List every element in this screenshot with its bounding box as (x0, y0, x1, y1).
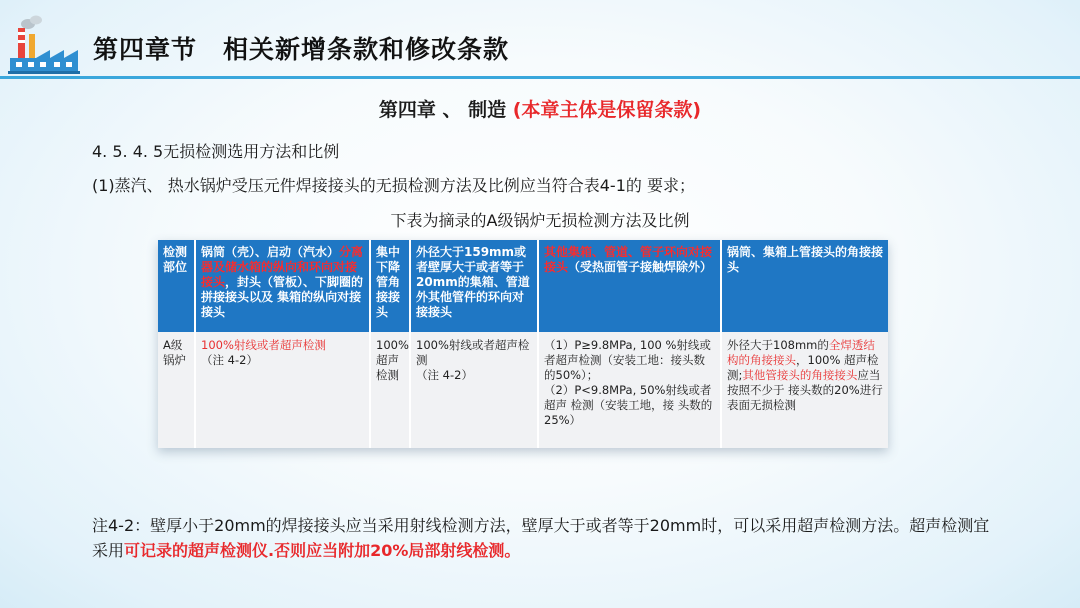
table-row (158, 332, 888, 448)
page-title: 第四章节 相关新增条款和修改条款 (93, 35, 510, 64)
header-other-pipes (538, 240, 721, 332)
cell-nozzle-red1: 全焊透结构的角接接头 (727, 338, 875, 367)
cell-other-pipes (538, 332, 721, 448)
header-large-pipe: 外径大于159mm或者壁厚大于或者等于20mm的集箱、管道外其他管件的环向对接接头 (410, 240, 538, 332)
footnote-highlight: 可记录的超声检测仪.否则应当附加20%局部射线检测。 (124, 541, 521, 560)
slide-header (0, 0, 1080, 78)
cell-large-pipe-a: 100%射线或者超声检测 (416, 338, 530, 367)
cell-nozzle-b: ，100% 超声检测; (727, 353, 879, 382)
header-inspection-part: 检测部位 (158, 240, 195, 332)
footnote (92, 513, 992, 563)
header-drum-joints-red: 分离器及储水箱的纵向和环向对接接头 (201, 245, 364, 289)
footnote-text: 注4-2：壁厚小于20mm的焊接接头应当采用射线检测方法，壁厚大于或者等于20mm时，可以采用超声检测方法。超声检测宜采用 (92, 516, 990, 560)
cell-other-pipes-a: （1）P≥9.8MPa, 100 %射线或者超声检测（安装工地：接头数的50%）； (544, 338, 711, 382)
cell-drum-joints-red: 100%射线或者超声检测 (201, 338, 326, 352)
table-header-row (158, 240, 888, 332)
section-title-note: (本章主体是保留条款) (512, 99, 702, 121)
header-nozzle-joints: 锅筒、集箱上管接头的角接接头 (721, 240, 888, 332)
clause-heading: 4. 5. 4. 5无损检测选用方法和比例 (92, 142, 340, 161)
cell-part: A级锅炉 (158, 332, 195, 448)
requirement-text: (1)蒸汽、 热水锅炉受压元件焊接接头的无损检测方法及比例应当符合表4-1的 要求； (92, 176, 695, 195)
cell-nozzle-red2: 其他管接头的角接接头 (742, 368, 858, 382)
header-divider (0, 76, 1080, 79)
cell-other-pipes-b: （2）P<9.8MPa, 50%射线或者超声 检测（安装工地，接 头数的25%） (544, 383, 713, 427)
table-caption: 下表为摘录的A级锅炉无损检测方法及比例 (390, 211, 690, 230)
header-other-pipes-b: （受热面管子接触焊除外） (568, 260, 713, 274)
cell-drum-joints (195, 332, 370, 448)
header-other-pipes-red: 其他集箱、管道、管子环向对接接头 (544, 245, 713, 274)
section-title (0, 95, 1080, 122)
section-title-main: 第四章 、 制造 (378, 99, 507, 121)
cell-nozzle-c: 应当按照不少于 接头数的20%进行表面无损检测 (727, 368, 883, 412)
header-drum-joints-a: 锅筒（壳）、启动（汽水） (201, 245, 340, 259)
cell-nozzle-a: 外径大于108mm的 (727, 338, 829, 352)
cell-downcomer: 100%超声检测 (370, 332, 410, 448)
ndt-table (158, 240, 888, 448)
header-drum-joints (195, 240, 370, 332)
cell-large-pipe-note: （注 4-2） (416, 368, 473, 382)
header-drum-joints-b: ，封头（管板）、下脚圈的拼接接头以及 集箱的纵向对接接头 (201, 275, 364, 319)
cell-large-pipe (410, 332, 538, 448)
cell-drum-joints-note: （注 4-2） (201, 353, 258, 367)
header-downcomer: 集中下降管角接接头 (370, 240, 410, 332)
cell-nozzle-joints (721, 332, 888, 448)
factory-icon (8, 14, 80, 74)
